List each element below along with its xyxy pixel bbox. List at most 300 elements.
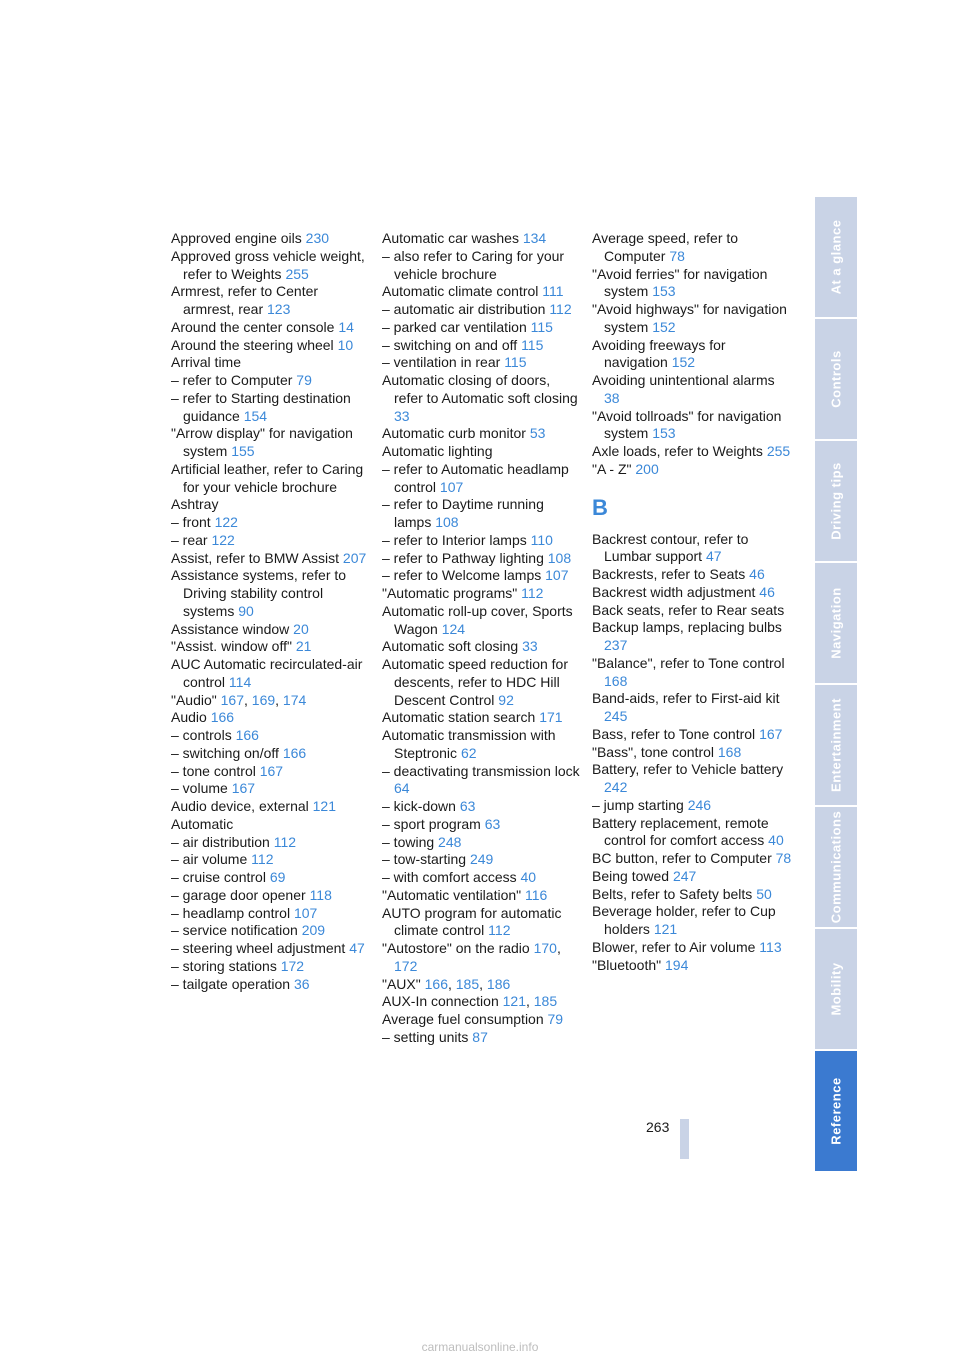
page-link[interactable]: 107 (439, 478, 464, 495)
entry-text: Backup lamps, replacing bulbs (592, 619, 782, 636)
entry-text: – towing (382, 833, 439, 850)
entry-text: – deactivating transmission lock (382, 762, 580, 779)
index-entry (171, 621, 367, 639)
page-link[interactable]: 92 (498, 691, 514, 708)
index-entry (382, 816, 582, 834)
page-link[interactable]: 112 (521, 585, 544, 601)
index-entry (592, 337, 792, 373)
entry-text: Backrests, refer to Seats (592, 566, 750, 582)
page-link[interactable]: 115 (530, 318, 553, 335)
page-link[interactable]: 116 (525, 886, 548, 903)
tab-communications[interactable] (815, 807, 857, 927)
index-entry (382, 834, 582, 852)
page-link[interactable]: 63 (459, 798, 476, 814)
index-group-b (592, 531, 792, 975)
page-link[interactable]: 209 (301, 922, 326, 939)
page-link[interactable]: 167 (259, 762, 284, 779)
entry-text: "Balance", refer to Tone control (592, 654, 785, 671)
entry-text: Automatic soft closing (382, 638, 523, 655)
page-link[interactable]: 122 (211, 531, 235, 548)
page-link[interactable]: 108 (547, 549, 572, 566)
entry-text: Automatic speed reduction for descents, refer to HDC Hill Descent Control (382, 656, 568, 708)
entry-text: – tailgate operation (171, 975, 294, 992)
entry-text: Automatic (171, 815, 234, 832)
index-entry (382, 319, 582, 337)
entry-text: Assistance systems, refer to Driving stability control systems (171, 567, 347, 619)
entry-text: Battery, refer to Vehicle battery (592, 761, 784, 778)
tab-controls[interactable] (815, 319, 857, 439)
index-group-a (592, 230, 792, 479)
tab-label: Controls (828, 350, 844, 408)
page-link[interactable]: 111 (542, 283, 564, 300)
index-entry (382, 248, 582, 284)
page-link[interactable]: 185 (455, 975, 480, 992)
entry-text: – ventilation in rear (382, 354, 505, 371)
page-link[interactable]: 171 (539, 709, 563, 726)
page-link[interactable]: 46 (759, 583, 775, 600)
page-link[interactable]: 112 (273, 833, 297, 850)
entry-text: Automatic curb monitor (382, 425, 530, 442)
entry-text: Average fuel consumption (382, 1011, 548, 1027)
tab-label: At a glance (828, 219, 844, 295)
page-link[interactable]: 166 (210, 709, 235, 726)
page-link[interactable]: 21 (295, 638, 312, 655)
page-link[interactable]: 50 (756, 885, 772, 902)
index-entry: "Autostore" on the radio 170, 172 (382, 940, 561, 974)
index-entry (592, 726, 792, 744)
entry-text: Backrest contour, refer to Lumbar support (592, 530, 749, 565)
entry-text: – refer to Interior lamps (382, 531, 531, 548)
page-link[interactable]: 40 (768, 832, 784, 849)
entry-text: Automatic closing of doors, refer to Automatic soft closing (382, 372, 578, 406)
tab-label: Reference (828, 1077, 844, 1145)
index-entry (382, 567, 582, 585)
entry-text: – air distribution (171, 833, 274, 850)
entry-text: AUC Automatic recirculated-air control (171, 656, 363, 690)
entry-text: – with comfort access (382, 869, 521, 885)
entry-text: – front (171, 514, 215, 530)
index-entry (171, 763, 367, 781)
index-entry (171, 638, 367, 656)
entry-text: – sport program (382, 815, 485, 832)
tab-label: Mobility (828, 962, 844, 1016)
page-link[interactable]: 112 (251, 851, 274, 868)
index-entry (382, 656, 582, 709)
entry-text: Bass, refer to Tone control (592, 725, 760, 742)
entry-text: – service notification (171, 922, 302, 939)
page-link[interactable]: 78 (669, 247, 685, 264)
page-link[interactable]: 167 (220, 691, 244, 708)
tab-mobility[interactable] (815, 929, 857, 1049)
index-entry (382, 496, 582, 532)
section-letter-b: B (592, 494, 608, 520)
index-entry (592, 744, 792, 762)
entry-text: BC button, refer to Computer (592, 850, 776, 866)
entry-text: "Audio" (171, 691, 221, 708)
footer-watermark: carmanualsonline.info (421, 1340, 539, 1354)
entry-text: Armrest, refer to Center armrest, rear (171, 283, 319, 317)
entry-text: – refer to Starting destination guidance (171, 389, 351, 424)
index-entry (382, 798, 582, 816)
index-entry (382, 532, 582, 550)
entry-text: Artificial leather, refer to Caring for your vehicle brochure (171, 460, 364, 495)
entry-text: – rear (171, 531, 212, 548)
page-link[interactable]: 53 (529, 425, 546, 442)
index-entry (382, 851, 582, 869)
page-link[interactable]: 169 (251, 691, 276, 708)
entry-text: Automatic roll-up cover, Sports Wagon (382, 602, 573, 637)
section-tabs (815, 197, 857, 1173)
index-entry (171, 780, 367, 798)
index-entry (592, 815, 792, 851)
index-entry (592, 850, 792, 868)
page-link[interactable]: 172 (394, 957, 418, 974)
page-link[interactable]: 185 (533, 993, 558, 1010)
entry-text: – refer to Welcome lamps (382, 567, 546, 584)
index-entry (382, 763, 582, 799)
index-entry (171, 745, 367, 763)
page-link[interactable]: 124 (441, 620, 466, 637)
page-link[interactable]: 153 (652, 283, 676, 300)
entry-text: Approved gross vehicle weight, refer to Weights (171, 247, 365, 282)
index-entry (171, 337, 367, 355)
page-link[interactable]: 247 (672, 867, 697, 884)
page-link[interactable]: 47 (705, 548, 722, 565)
entry-text: "AUX" (382, 975, 425, 992)
entry-text: Average speed, refer to Computer (592, 230, 739, 264)
page-link[interactable]: 166 (282, 744, 307, 761)
index-entry (382, 727, 582, 763)
page-link[interactable]: 168 (604, 672, 628, 689)
index-entry (171, 958, 367, 976)
index-entry (382, 905, 582, 941)
entry-text: – kick-down (382, 798, 460, 814)
entry-text: – volume (171, 780, 232, 797)
entry-text: Audio device, external (171, 798, 313, 814)
page-link[interactable]: 87 (472, 1028, 488, 1045)
page-link[interactable]: 108 (435, 514, 459, 530)
page-link[interactable]: 134 (522, 230, 547, 246)
entry-text: – cruise control (171, 869, 270, 885)
page-link[interactable]: 152 (671, 354, 696, 371)
entry-text: Automatic lighting (382, 443, 493, 459)
index-entry (592, 566, 792, 584)
page-link[interactable]: 10 (337, 336, 354, 353)
entry-text: Axle loads, refer to Weights (592, 443, 767, 459)
page-link[interactable]: 255 (285, 265, 309, 282)
entry-text: – switching on and off (382, 336, 522, 353)
page-link[interactable]: 153 (652, 425, 676, 442)
index-entry (592, 266, 792, 302)
index-entry (382, 638, 582, 656)
entry-text: Automatic station search (382, 709, 540, 726)
index-entry (592, 903, 792, 939)
page-link[interactable]: 78 (775, 850, 792, 866)
page-link[interactable]: 20 (293, 620, 309, 637)
page-link[interactable]: 245 (604, 708, 628, 724)
index-entry (382, 337, 582, 355)
index-entry (382, 425, 582, 443)
page-number-bar (680, 1119, 689, 1159)
entry-text: AUX-In connection (382, 993, 503, 1010)
index-entry (171, 532, 367, 550)
page-link[interactable]: 246 (687, 796, 712, 813)
tab-label: Entertainment (828, 698, 844, 792)
index-entry (171, 834, 367, 852)
page-link[interactable]: 46 (749, 566, 765, 582)
index-column-2 (382, 230, 582, 1047)
index-entry (171, 816, 367, 834)
entry-text: "Avoid ferries" for navigation system (592, 265, 768, 300)
page-link[interactable]: 248 (438, 833, 462, 850)
index-entry (171, 709, 367, 727)
entry-text: Assistance window (171, 620, 294, 637)
page-link[interactable]: 121 (502, 993, 526, 1010)
page-link[interactable]: 69 (269, 869, 286, 885)
tab-navigation[interactable] (815, 563, 857, 683)
index-entry (382, 461, 582, 497)
index-entry (171, 514, 367, 532)
page-link[interactable]: 33 (522, 638, 538, 655)
entry-text: Blower, refer to Air volume (592, 938, 760, 955)
entry-text: "Automatic ventilation" (382, 886, 526, 903)
index-entry (171, 922, 367, 940)
entry-text: – parked car ventilation (382, 318, 531, 335)
index-entry (171, 372, 367, 390)
page-link[interactable]: 123 (267, 301, 291, 317)
entry-text: "Arrow display" for navigation system (171, 425, 353, 459)
entry-text: – refer to Pathway lighting (382, 549, 548, 566)
page-link[interactable]: 121 (312, 798, 336, 814)
page-link[interactable]: 38 (604, 389, 620, 406)
entry-text: – air volume (171, 851, 252, 868)
page-link[interactable]: 186 (486, 975, 511, 992)
index-entry (592, 797, 792, 815)
entry-text: Assist, refer to BMW Assist (171, 549, 343, 566)
entry-text: AUTO program for automatic climate control (382, 904, 562, 939)
index-entry (171, 656, 367, 692)
page-link[interactable]: 170 (533, 940, 557, 956)
index-entry (592, 761, 792, 797)
index-entry (592, 619, 792, 655)
index-entry (382, 603, 582, 639)
tab-at-a-glance[interactable] (815, 197, 857, 317)
index-entry (382, 301, 582, 319)
page-link[interactable]: 14 (338, 318, 354, 335)
entry-text: – refer to Daytime running lamps (382, 496, 544, 530)
page-link[interactable]: 167 (231, 780, 256, 797)
index-entry (592, 886, 792, 904)
entry-text: Battery replacement, remote control for comfort access (592, 814, 769, 849)
index-entry (382, 1029, 582, 1047)
entry-text: – tone control (171, 762, 260, 779)
tab-entertainment[interactable] (815, 685, 857, 805)
page-link[interactable]: 172 (280, 957, 305, 974)
index-entry (171, 851, 367, 869)
tab-label: Navigation (828, 587, 844, 659)
page-link[interactable]: 174 (282, 691, 307, 708)
entry-text: – setting units (382, 1028, 473, 1045)
index-entry (592, 443, 792, 461)
page-link[interactable]: 255 (766, 443, 791, 459)
page-link[interactable]: 113 (759, 938, 782, 955)
page-link[interactable]: 112 (488, 922, 511, 939)
index-entry (171, 869, 367, 887)
index-entry (382, 869, 582, 887)
entry-text: Automatic car washes (382, 230, 523, 246)
page-link[interactable]: 166 (424, 975, 448, 992)
index-entry (592, 461, 792, 479)
page-link[interactable]: 230 (305, 230, 330, 246)
entry-text: "Avoid highways" for navigation system (592, 301, 787, 335)
entry-text: "A - Z" (592, 460, 636, 477)
page-link[interactable]: 121 (653, 921, 678, 937)
page-link[interactable]: 33 (394, 407, 410, 424)
index-entry (592, 868, 792, 886)
index-entry (382, 709, 582, 727)
entry-text: – storing stations (171, 957, 281, 974)
index-entry (592, 301, 792, 337)
index-entry (592, 655, 792, 691)
entry-text: Around the steering wheel (171, 336, 338, 353)
entry-text: – refer to Computer (171, 372, 297, 388)
entry-text: Being towed (592, 867, 673, 884)
entry-text: Belts, refer to Safety belts (592, 885, 757, 902)
index-entry (171, 354, 367, 372)
entry-text: "Autostore" on the radio (382, 940, 534, 956)
page-link[interactable]: 249 (469, 851, 494, 868)
entry-text: Backrest width adjustment (592, 583, 760, 600)
entry-text: – switching on/off (171, 744, 283, 761)
entry-text: – refer to Automatic headlamp control (382, 460, 569, 495)
index-entry (171, 550, 367, 568)
index-entry (171, 248, 367, 284)
index-entry (382, 372, 582, 425)
entry-text: Avoiding unintentional alarms (592, 372, 775, 388)
page-link[interactable]: 152 (652, 318, 676, 335)
entry-text: – jump starting (592, 796, 688, 813)
index-column-3 (592, 230, 792, 974)
entry-text: "Bass", tone control (592, 743, 718, 760)
entry-text: Automatic climate control (382, 283, 543, 300)
page-link[interactable]: 110 (530, 531, 553, 548)
entry-text: "Automatic programs" (382, 585, 522, 601)
page-link[interactable]: 36 (293, 975, 310, 992)
page-link[interactable]: 115 (521, 336, 544, 353)
page-link[interactable]: 112 (549, 301, 572, 317)
entry-text: Band-aids, refer to First-aid kit (592, 690, 780, 707)
index-entry (592, 230, 792, 266)
page-link[interactable]: 64 (394, 780, 410, 797)
index-entry (382, 887, 582, 905)
index-entry (171, 461, 367, 497)
index-entry (592, 602, 792, 620)
page-link[interactable]: 115 (504, 354, 527, 371)
page-link[interactable]: 107 (293, 904, 318, 921)
index-entry (592, 957, 792, 975)
index-entry (382, 230, 582, 248)
page-link[interactable]: 47 (349, 940, 365, 956)
entry-text: – controls (171, 727, 236, 743)
index-entry: AUX-In connection 121, 185 (382, 993, 558, 1010)
index-entry (171, 567, 367, 620)
page-link[interactable]: 167 (759, 725, 783, 742)
page-link[interactable]: 207 (342, 549, 367, 566)
index-entry (171, 887, 367, 905)
index-column-1 (171, 230, 367, 993)
entry-text: – also refer to Caring for your vehicle brochure (382, 247, 565, 282)
entry-text: Back seats, refer to Rear seats (592, 601, 785, 618)
entry-text: Automatic transmission with Steptronic (382, 727, 556, 761)
entry-text: Approved engine oils (171, 230, 306, 246)
page-number: 263 (646, 1119, 670, 1135)
entry-text: Around the center console (171, 318, 339, 335)
index-entry (592, 690, 792, 726)
page-link[interactable]: 154 (243, 407, 268, 424)
page-link[interactable]: 122 (214, 514, 238, 530)
entry-text: Beverage holder, refer to Cup holders (592, 903, 776, 937)
page-link[interactable]: 63 (484, 815, 501, 832)
entry-text: – tow-starting (382, 851, 470, 868)
index-entry (171, 230, 367, 248)
index-entry (171, 319, 367, 337)
index-entry (382, 1011, 582, 1029)
page-link[interactable]: 166 (235, 727, 259, 743)
entry-text: "Bluetooth" (592, 956, 665, 973)
page-link[interactable]: 194 (665, 956, 689, 973)
index-entry (592, 408, 792, 444)
entry-text: – garage door opener (171, 886, 310, 903)
page-link[interactable]: 168 (717, 743, 742, 760)
page-link[interactable]: 118 (309, 886, 332, 903)
page-link[interactable]: 79 (296, 372, 312, 388)
tab-label: Driving tips (828, 462, 844, 540)
page-link[interactable]: 90 (238, 602, 254, 619)
index-entry (171, 727, 367, 745)
index-entry (382, 550, 582, 568)
page-link[interactable]: 114 (228, 673, 252, 690)
index-entry (171, 425, 367, 461)
page-link[interactable]: 200 (635, 460, 659, 477)
entry-text: – headlamp control (171, 904, 294, 921)
tab-reference[interactable] (815, 1051, 857, 1171)
page-link[interactable]: 62 (460, 744, 477, 761)
index-entry (171, 283, 367, 319)
tab-label: Communications (828, 810, 844, 924)
index-entry (382, 443, 582, 461)
tab-driving-tips[interactable] (815, 441, 857, 561)
page-link[interactable]: 237 (604, 637, 628, 653)
index-entry (592, 939, 792, 957)
index-entry (171, 976, 367, 994)
page-link[interactable]: 40 (520, 869, 537, 885)
index-entry (592, 584, 792, 602)
page-link[interactable]: 107 (545, 567, 569, 584)
entry-text: Audio (171, 709, 211, 726)
page-link[interactable]: 155 (231, 443, 255, 459)
index-entry (382, 585, 582, 603)
index-entry (382, 354, 582, 372)
entry-text: Avoiding freeways for navigation (592, 336, 726, 371)
index-entry (592, 372, 792, 408)
index-entry: "AUX" 166, 185, 186 (382, 975, 511, 992)
entry-text: – automatic air distribution (382, 301, 550, 317)
index-entry (171, 905, 367, 923)
page-link[interactable]: 79 (547, 1011, 564, 1027)
entry-text: "Avoid tollroads" for navigation system (592, 407, 782, 442)
entry-text: "Assist. window off" (171, 638, 296, 655)
page-link[interactable]: 242 (604, 779, 628, 795)
